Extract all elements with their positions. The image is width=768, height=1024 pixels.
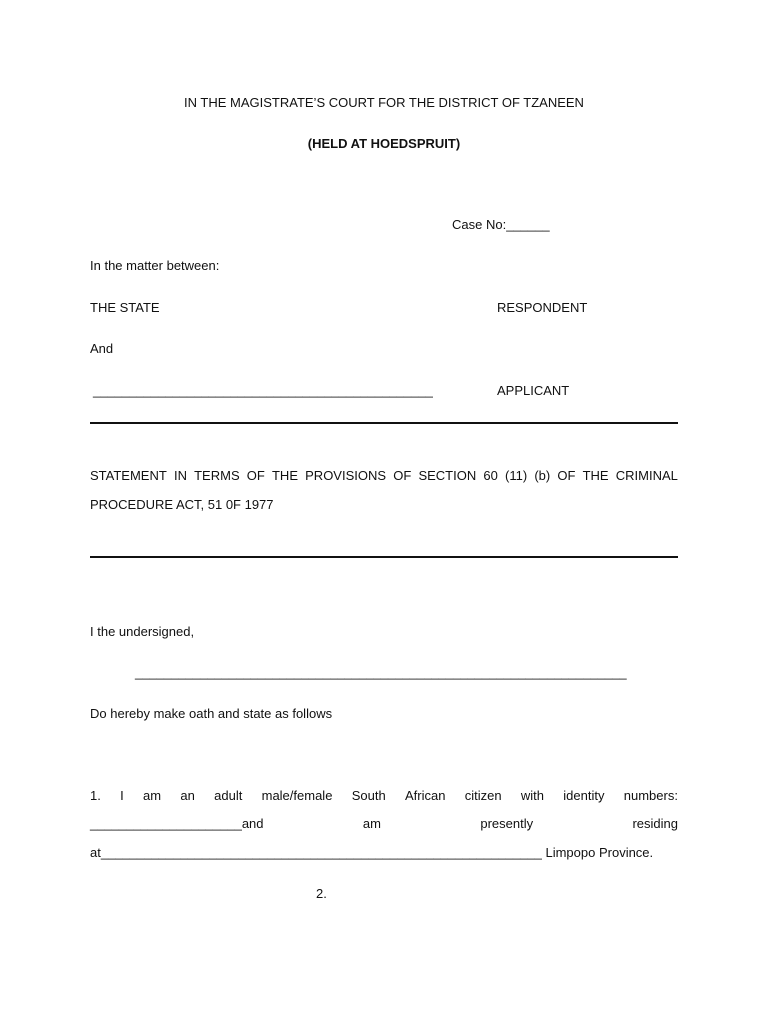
word: PROVISIONS xyxy=(305,468,387,483)
word: CRIMINAL xyxy=(615,468,678,483)
word: STATEMENT xyxy=(90,468,167,483)
word: am xyxy=(143,788,162,803)
page-number: 2. xyxy=(316,886,327,901)
word: OF xyxy=(246,468,265,483)
word: an xyxy=(180,788,195,803)
applicant-name-blank: _______________________________________________ xyxy=(93,383,433,398)
word: identity xyxy=(563,788,605,803)
undersigned-name-blank: ____________________________________________________________________ xyxy=(135,665,627,680)
oath-statement: Do hereby make oath and state as follows xyxy=(90,706,333,721)
statement-line-2: PROCEDURE ACT, 51 0F 1977 xyxy=(90,497,274,512)
statement-line-1 xyxy=(90,468,678,484)
word: 60 xyxy=(483,468,498,483)
word: presently xyxy=(480,816,534,831)
and-label: And xyxy=(90,341,114,356)
para1-line-3: at_____________________________________________________________ Limpopo Province. xyxy=(90,845,654,860)
word: IN xyxy=(173,468,187,483)
word: male/female xyxy=(261,788,333,803)
word: OF xyxy=(393,468,412,483)
word: residing xyxy=(632,816,678,831)
word: _____________________and xyxy=(90,816,264,831)
party2-role: APPLICANT xyxy=(497,383,570,398)
word: African xyxy=(404,788,446,803)
word: OF xyxy=(557,468,576,483)
party1-role: RESPONDENT xyxy=(497,300,588,315)
word: am xyxy=(362,816,381,831)
word: (11) xyxy=(505,468,528,483)
divider-bottom xyxy=(90,556,678,558)
word: TERMS xyxy=(194,468,240,483)
word: THE xyxy=(271,468,298,483)
word: adult xyxy=(214,788,243,803)
undersigned-label: I the undersigned, xyxy=(90,624,195,639)
party1-name: THE STATE xyxy=(90,300,160,315)
word: with xyxy=(520,788,544,803)
case-number: Case No:______ xyxy=(452,217,550,232)
word: (b) xyxy=(534,468,551,483)
matter-between-label: In the matter between: xyxy=(90,258,220,273)
word: citizen xyxy=(464,788,502,803)
word: I xyxy=(120,788,124,803)
para1-line-1 xyxy=(90,788,678,804)
word: South xyxy=(351,788,386,803)
held-at-heading: (HELD AT HOEDSPRUIT) xyxy=(307,136,461,151)
word: 1. xyxy=(90,788,101,803)
word: THE xyxy=(582,468,609,483)
court-title: IN THE MAGISTRATE’S COURT FOR THE DISTRICT OF TZANEEN xyxy=(184,95,584,110)
word: numbers: xyxy=(623,788,678,803)
divider-top xyxy=(90,422,678,424)
word: SECTION xyxy=(418,468,477,483)
para1-line-2 xyxy=(90,816,678,832)
